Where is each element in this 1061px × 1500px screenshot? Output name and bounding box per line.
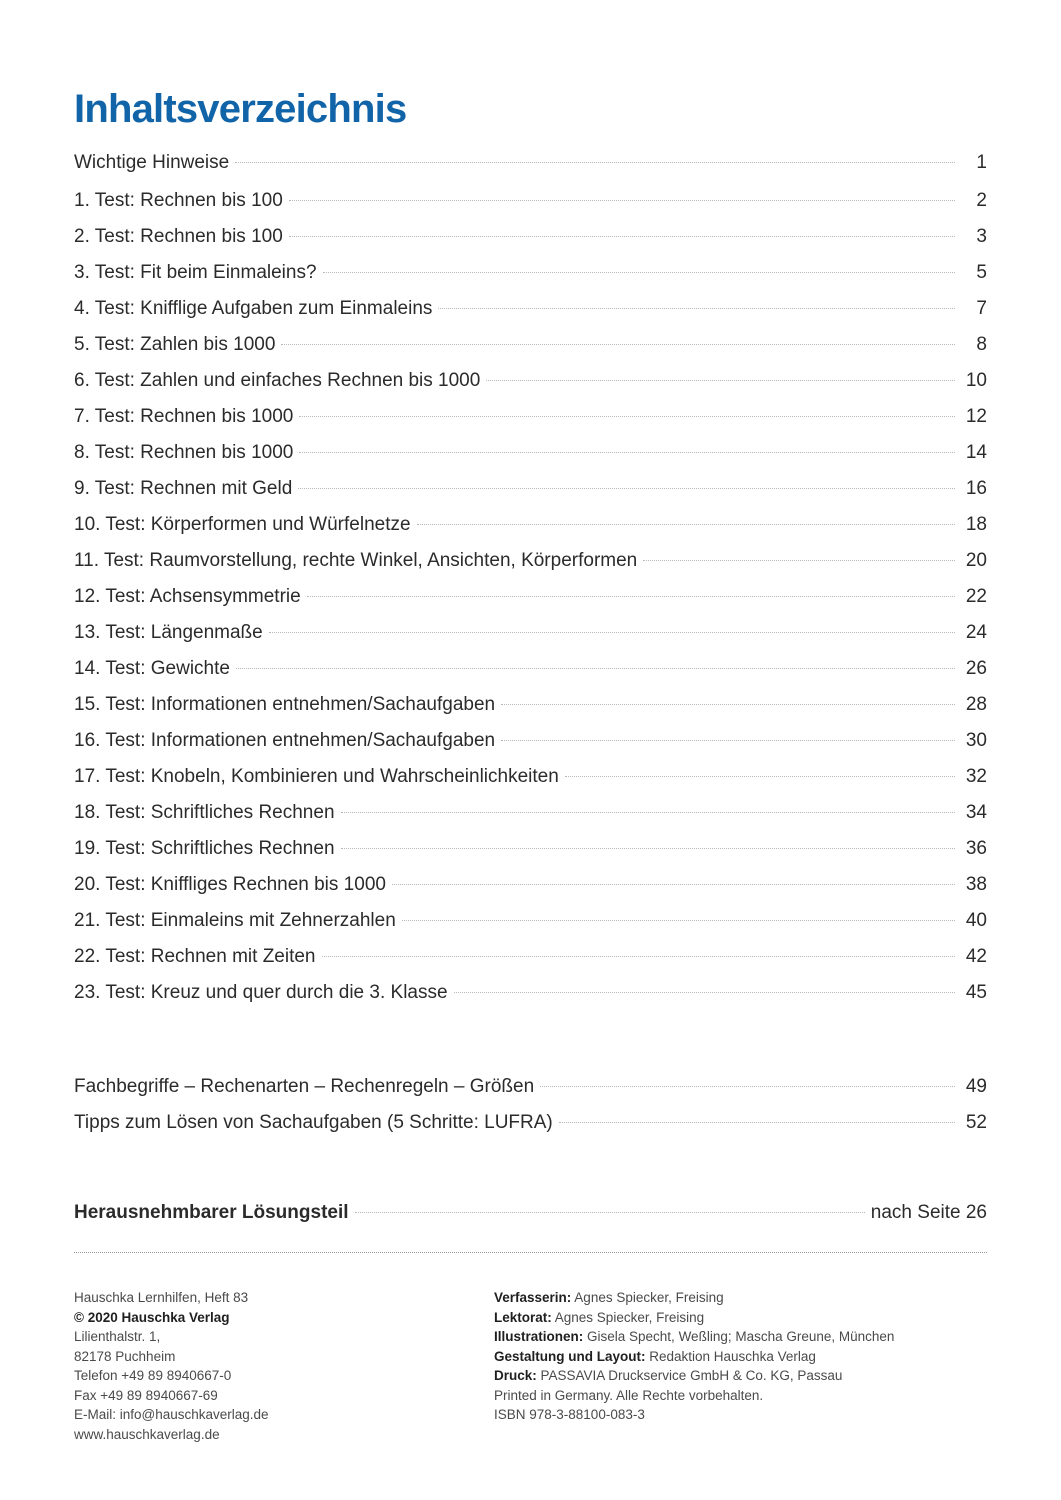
toc-leader-dots — [565, 776, 955, 777]
toc-entry-page: 26 — [965, 658, 987, 679]
toc-entry-page: 49 — [965, 1076, 987, 1097]
toc-entry-label: 9. Test: Rechnen mit Geld — [74, 478, 293, 499]
page-title: Inhaltsverzeichnis — [74, 86, 407, 131]
toc-entry-label: 19. Test: Schriftliches Rechnen — [74, 838, 335, 859]
toc-entry-page: 3 — [976, 226, 987, 247]
toc-entry-page: 10 — [965, 370, 987, 391]
toc-entry-test[interactable] — [74, 471, 987, 507]
imprint-line: Telefon +49 89 8940667-0 — [74, 1368, 232, 1383]
toc-section-spacer — [74, 1011, 987, 1069]
toc-entry-label: 11. Test: Raumvorstellung, rechte Winkel, Ansichten, Körperformen — [74, 550, 638, 571]
imprint-line — [74, 1308, 494, 1328]
toc-entry-page: nach Seite 26 — [870, 1202, 987, 1223]
toc-entry-page: 38 — [965, 874, 987, 895]
credit-line — [494, 1308, 987, 1328]
toc-entry-test[interactable] — [74, 939, 987, 975]
credit-line — [494, 1366, 987, 1386]
toc-entry-test[interactable] — [74, 759, 987, 795]
toc-entry-label: 3. Test: Fit beim Einmaleins? — [74, 262, 317, 283]
imprint — [74, 1288, 987, 1444]
toc-entry-label: 21. Test: Einmaleins mit Zehnerzahlen — [74, 910, 396, 931]
toc-entry-page: 2 — [976, 190, 987, 211]
credit-value: Gisela Specht, Weßling; Mascha Greune, München — [583, 1329, 895, 1344]
toc-entry-label: 10. Test: Körperformen und Würfelnetze — [74, 514, 411, 535]
toc-entry-label: 16. Test: Informationen entnehmen/Sachaufgaben — [74, 730, 496, 751]
toc-entry-label: Wichtige Hinweise — [74, 152, 230, 173]
toc-entry-intro[interactable] — [74, 145, 987, 181]
toc-entry-test[interactable] — [74, 507, 987, 543]
toc-leader-dots — [289, 236, 955, 237]
toc-test-list — [74, 183, 987, 1011]
toc-entry-page: 24 — [965, 622, 987, 643]
imprint-line: E-Mail: info@hauschkaverlag.de — [74, 1407, 269, 1422]
toc-entry-test[interactable] — [74, 615, 987, 651]
toc-entry-test[interactable] — [74, 363, 987, 399]
toc-entry-page: 18 — [965, 514, 987, 535]
toc-entry-solutions[interactable] — [74, 1195, 987, 1231]
toc-entry-page: 1 — [976, 152, 987, 173]
footer-divider — [74, 1252, 987, 1253]
credit-term: Illustrationen: — [494, 1329, 584, 1344]
credit-line — [494, 1327, 987, 1347]
credit-value: Redaktion Hauschka Verlag — [645, 1348, 816, 1364]
toc-entry-label: 14. Test: Gewichte — [74, 658, 230, 679]
toc-entry-test[interactable] — [74, 291, 987, 327]
toc-entry-label: 7. Test: Rechnen bis 1000 — [74, 406, 294, 427]
toc-entry-page: 7 — [976, 298, 987, 319]
toc-leader-dots — [438, 308, 955, 309]
toc-entry-page: 14 — [965, 442, 987, 463]
toc-entry-label: 2. Test: Rechnen bis 100 — [74, 226, 283, 247]
toc-entry-page: 36 — [965, 838, 987, 859]
toc-leader-dots — [643, 560, 955, 561]
toc-entry-page: 8 — [976, 334, 987, 355]
toc-entry-test[interactable] — [74, 399, 987, 435]
toc-entry-label: 20. Test: Kniffliges Rechnen bis 1000 — [74, 874, 386, 895]
imprint-line: Hauschka Lernhilfen, Heft 83 — [74, 1290, 249, 1305]
toc-leader-dots — [355, 1212, 865, 1213]
toc-entry-page: 16 — [965, 478, 987, 499]
toc-entry-label: 22. Test: Rechnen mit Zeiten — [74, 946, 316, 967]
toc-entry-label: 13. Test: Längenmaße — [74, 622, 263, 643]
toc-entry-page: 40 — [965, 910, 987, 931]
toc-entry-page: 34 — [965, 802, 987, 823]
credit-line — [494, 1347, 987, 1367]
credit-term: Druck: — [494, 1368, 537, 1383]
imprint-line: 82178 Puchheim — [74, 1348, 176, 1364]
imprint-line: Fax +49 89 8940667-69 — [74, 1387, 218, 1403]
toc-entry-test[interactable] — [74, 543, 987, 579]
imprint-credits-column — [494, 1288, 987, 1444]
toc-entry-test[interactable] — [74, 435, 987, 471]
toc-entry-test[interactable] — [74, 687, 987, 723]
toc-leader-dots — [281, 344, 955, 345]
toc-leader-dots — [417, 524, 955, 525]
toc-entry-test[interactable] — [74, 255, 987, 291]
toc-entry-label: 12. Test: Achsensymmetrie — [74, 586, 301, 607]
toc-entry-test[interactable] — [74, 867, 987, 903]
toc-entry-test[interactable] — [74, 579, 987, 615]
toc-entry-label: 18. Test: Schriftliches Rechnen — [74, 802, 335, 823]
credit-value: Agnes Spiecker, Freising — [551, 1309, 705, 1325]
toc-entry-label: Tipps zum Lösen von Sachaufgaben (5 Schritte: LUFRA) — [74, 1112, 553, 1133]
toc-entry-test[interactable] — [74, 327, 987, 363]
toc-leader-dots — [235, 162, 955, 163]
toc-leader-dots — [323, 272, 955, 273]
credit-term: Gestaltung und Layout: — [494, 1348, 646, 1364]
credit-line — [494, 1288, 987, 1308]
toc-entry-label: 8. Test: Rechnen bis 1000 — [74, 442, 294, 463]
toc-leader-dots — [236, 668, 955, 669]
toc-entry-test[interactable] — [74, 903, 987, 939]
toc-leader-dots — [289, 200, 955, 201]
toc-entry-test[interactable] — [74, 219, 987, 255]
imprint-line: Lilienthalstr. 1, — [74, 1329, 161, 1344]
credit-term: Lektorat: — [494, 1309, 552, 1325]
toc-entry-label: 6. Test: Zahlen und einfaches Rechnen bis 1000 — [74, 370, 481, 391]
toc-entry-label: Herausnehmbarer Lösungsteil — [74, 1202, 349, 1223]
toc-leader-dots — [501, 740, 955, 741]
toc-entry-page: 20 — [965, 550, 987, 571]
toc-entry-page: 52 — [965, 1112, 987, 1133]
toc-entry-test[interactable] — [74, 795, 987, 831]
toc-leader-dots — [540, 1086, 955, 1087]
toc-appendix-list — [74, 1069, 987, 1141]
toc-leader-dots — [559, 1122, 955, 1123]
toc-entry-test[interactable] — [74, 975, 987, 1011]
toc-leader-dots — [486, 380, 955, 381]
toc-entry-label: 4. Test: Knifflige Aufgaben zum Einmaleins — [74, 298, 433, 319]
toc-entry-page: 32 — [965, 766, 987, 787]
toc-entry-label: 1. Test: Rechnen bis 100 — [74, 190, 283, 211]
imprint-line: www.hauschkaverlag.de — [74, 1426, 220, 1442]
toc-entry-label: 23. Test: Kreuz und quer durch die 3. Klasse — [74, 982, 448, 1003]
toc-entry-label: 17. Test: Knobeln, Kombinieren und Wahrscheinlichkeiten — [74, 766, 559, 787]
toc-entry-page: 28 — [965, 694, 987, 715]
toc-leader-dots — [298, 488, 955, 489]
toc-leader-dots — [269, 632, 955, 633]
toc-entry-appendix[interactable] — [74, 1069, 987, 1105]
toc-leader-dots — [299, 416, 955, 417]
toc-entry-test[interactable] — [74, 183, 987, 219]
toc-entry-page: 42 — [965, 946, 987, 967]
toc-leader-dots — [392, 884, 955, 885]
toc-leader-dots — [341, 812, 955, 813]
toc-leader-dots — [307, 596, 955, 597]
toc-leader-dots — [322, 956, 956, 957]
toc-leader-dots — [501, 704, 955, 705]
toc-entry-label: Fachbegriffe – Rechenarten – Rechenregeln – Größen — [74, 1076, 535, 1097]
toc-leader-dots — [454, 992, 955, 993]
toc-entry-page: 45 — [965, 982, 987, 1003]
toc-entry-label: 5. Test: Zahlen bis 1000 — [74, 334, 276, 355]
toc-leader-dots — [402, 920, 955, 921]
toc-leader-dots — [299, 452, 955, 453]
credit-value: Agnes Spiecker, Freising — [571, 1290, 724, 1305]
credit-line: Printed in Germany. Alle Rechte vorbehalten. — [494, 1387, 764, 1403]
toc-leader-dots — [341, 848, 955, 849]
toc-entry-test[interactable] — [74, 651, 987, 687]
credit-value: PASSAVIA Druckservice GmbH & Co. KG, Passau — [536, 1368, 843, 1383]
toc-entry-appendix[interactable] — [74, 1105, 987, 1141]
imprint-publisher-column — [74, 1288, 494, 1444]
toc-entry-page: 22 — [965, 586, 987, 607]
toc-entry-test[interactable] — [74, 723, 987, 759]
imprint-copyright: © 2020 Hauschka Verlag — [74, 1309, 230, 1325]
toc-entry-page: 30 — [965, 730, 987, 751]
table-of-contents — [74, 145, 987, 1231]
credit-line: ISBN 978-3-88100-083-3 — [494, 1407, 645, 1422]
toc-entry-page: 12 — [965, 406, 987, 427]
toc-solutions-spacer — [74, 1141, 987, 1195]
credit-term: Verfasserin: — [494, 1290, 572, 1305]
toc-entry-page: 5 — [976, 262, 987, 283]
toc-entry-test[interactable] — [74, 831, 987, 867]
toc-entry-label: 15. Test: Informationen entnehmen/Sachaufgaben — [74, 694, 496, 715]
